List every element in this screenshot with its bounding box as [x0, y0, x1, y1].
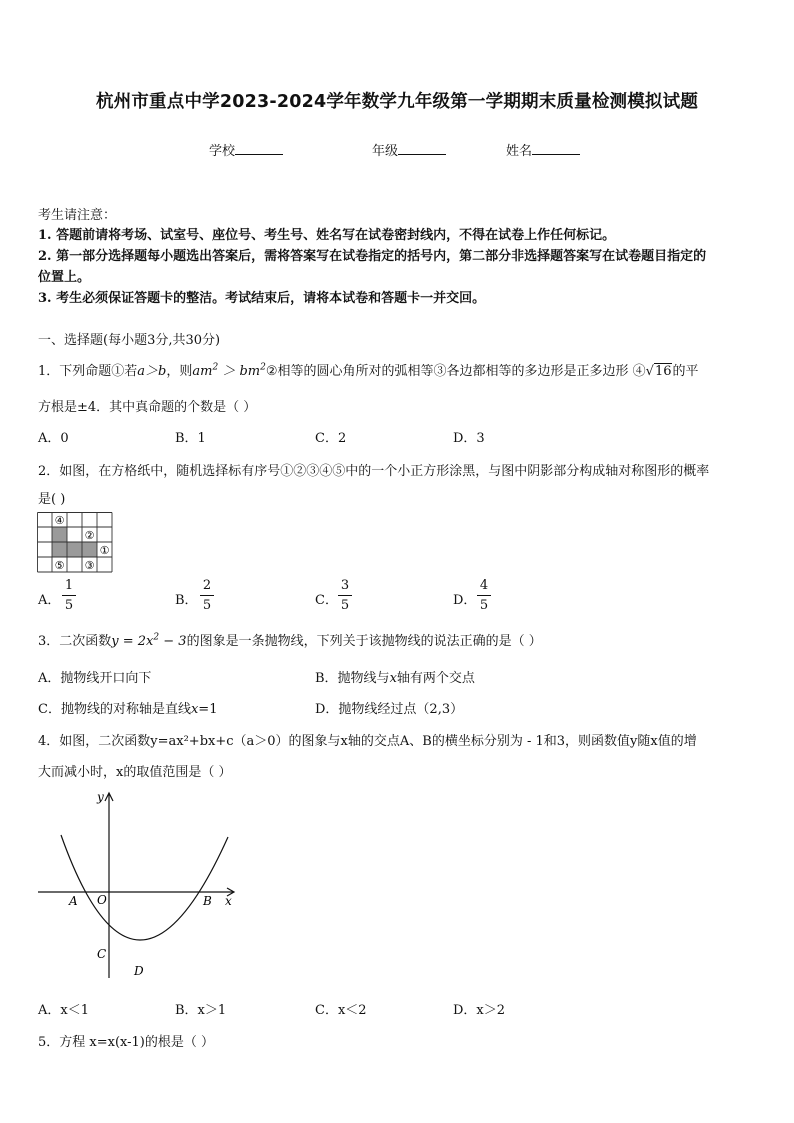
point-a-label: A — [69, 894, 78, 908]
question-1-line1: 1．下列命题①若a＞b，则$am^2$ ＞ $bm^2②$相等的圆心角所对的弧相等③各边都相等的多边形是正多边形 ④√16的平 — [38, 362, 699, 379]
notes-heading: 考生请注意： — [38, 208, 117, 223]
q2-option-c-fraction: 3 5 — [338, 577, 352, 614]
sqrt-symbol-icon: √ — [645, 364, 654, 379]
grade-label: 年级 — [372, 144, 399, 159]
grid-label-2: ② — [84, 529, 95, 542]
grid-label-5: ⑤ — [54, 559, 65, 572]
grid-label-3: ③ — [84, 559, 95, 572]
q3-function: $y = 2x^2 - 3$ — [111, 632, 187, 649]
q2-option-a-fraction: 1 5 — [62, 577, 76, 614]
q3-option-b[interactable]: B．抛物线与x轴有两个交点 — [315, 671, 475, 686]
q1-sqrt-value: 16 — [654, 364, 672, 379]
page-title: 杭州市重点中学2023-2024学年数学九年级第一学期期末质量检测模拟试题 — [95, 92, 699, 112]
name-label: 姓名 — [506, 144, 533, 159]
grid-figure — [37, 512, 113, 576]
grid-label-1: ① — [99, 544, 110, 557]
q1-option-d[interactable]: D．3 — [453, 431, 485, 446]
q4-option-d[interactable]: D．x＞2 — [453, 1003, 506, 1018]
point-c-label: C — [97, 947, 107, 961]
q2-option-a-letter[interactable]: A． — [38, 593, 61, 608]
school-label: 学校 — [209, 144, 236, 159]
q2-option-b-letter[interactable]: B． — [175, 593, 198, 608]
shaded-cell — [67, 542, 82, 557]
q1-option-b[interactable]: B．1 — [175, 431, 206, 446]
grid-label-4: ④ — [54, 514, 65, 527]
q4-option-c[interactable]: C．x＜2 — [315, 1003, 367, 1018]
y-axis-label: y — [97, 790, 104, 804]
q1-option-c[interactable]: C．2 — [315, 431, 347, 446]
shaded-cell — [52, 527, 67, 542]
q2-option-d-fraction: 4 5 — [477, 577, 491, 614]
point-b-label: B — [203, 894, 212, 908]
q4-option-a[interactable]: A．x＜1 — [38, 1003, 89, 1018]
name-field — [506, 140, 580, 159]
q4-option-b[interactable]: B．x＞1 — [175, 1003, 227, 1018]
q1-option-a[interactable]: A．0 — [38, 431, 69, 446]
q3-option-a[interactable]: A．抛物线开口向下 — [38, 671, 152, 686]
note-2: 2. 第一部分选择题每小题选出答案后，需将答案写在试卷指定的括号内，第二部分非选择题答案写在试卷题目指定的 — [38, 249, 707, 264]
question-3: 3．二次函数$y = 2x^2 - 3$的图象是一条抛物线，下列关于该抛物线的说法正确的是（ ） — [38, 632, 542, 649]
grade-field — [372, 140, 446, 159]
q1-condition: a＞b — [137, 364, 167, 379]
origin-label: O — [97, 893, 107, 907]
parabola-curve — [61, 835, 228, 940]
question-2-line1: 2．如图，在方格纸中，随机选择标有序号①②③④⑤中的一个小正方形涂黑，与图中阴影部分构成轴对称图形的概率 — [38, 464, 710, 479]
question-5: 5．方程 x=x(x-1)的根是（ ） — [38, 1035, 215, 1050]
q3-option-d[interactable]: D．抛物线经过点（2,3） — [315, 702, 464, 717]
school-field — [209, 140, 283, 159]
note-3: 3. 考生必须保证答题卡的整洁。考试结束后，请将本试卷和答题卡一并交回。 — [38, 291, 486, 306]
note-2-cont: 位置上。 — [38, 270, 91, 285]
q2-option-d-letter[interactable]: D． — [453, 593, 477, 608]
parabola-graph — [30, 788, 245, 983]
q1-inequality: $am^2 > bm^2$ — [192, 362, 266, 379]
q2-option-c-letter[interactable]: C． — [315, 593, 338, 608]
q3-option-c[interactable]: C．抛物线的对称轴是直线x=1 — [38, 702, 218, 717]
q2-option-b-fraction: 2 5 — [200, 577, 214, 614]
question-4-line2: 大而减小时，x的取值范围是（ ） — [38, 765, 232, 780]
x-axis-label: x — [225, 894, 232, 908]
point-d-label: D — [134, 964, 144, 978]
note-1: 1. 答题前请将考场、试室号、座位号、考生号、姓名写在试卷密封线内，不得在试卷上作任何标记。 — [38, 228, 616, 243]
shaded-cell — [52, 542, 67, 557]
question-2-line2: 是( ) — [38, 492, 66, 507]
question-4-line1: 4．如图，二次函数y=ax²+bx+c（a＞0）的图象与x轴的交点A、B的横坐标分别为 - 1和3，则函数值y随x值的增 — [38, 734, 697, 749]
question-1-line2: 方根是±4．其中真命题的个数是（ ） — [38, 400, 257, 415]
section-heading: 一、选择题(每小题3分,共30分) — [38, 333, 221, 348]
shaded-cell — [82, 542, 97, 557]
